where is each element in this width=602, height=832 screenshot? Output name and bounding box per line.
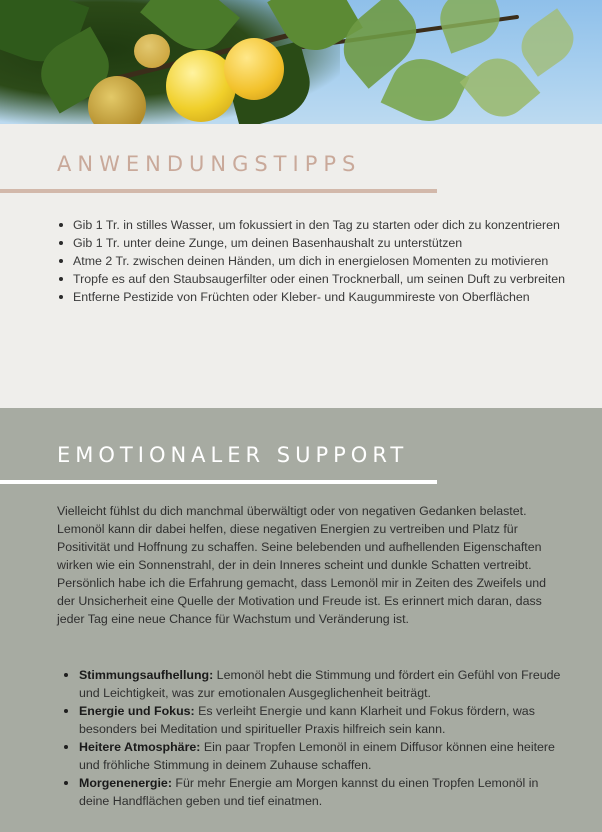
leaf <box>432 0 507 54</box>
list-item <box>62 738 562 774</box>
list-item: Gib 1 Tr. in stilles Wasser, um fokussiert in den Tag zu starten oder dich zu konzentrieren <box>57 216 577 234</box>
support-list <box>62 666 562 810</box>
lemon-tree-photo <box>0 0 602 124</box>
item-title: Morgenenergie: <box>79 776 172 790</box>
list-item <box>62 702 562 738</box>
lemon <box>224 38 284 100</box>
tips-list <box>57 216 577 306</box>
list-item: Atme 2 Tr. zwischen deinen Händen, um dich in energielosen Momenten zu motivieren <box>57 252 577 270</box>
support-body <box>57 502 557 628</box>
tips-section <box>0 124 602 408</box>
list-item <box>62 666 562 702</box>
list-item: Gib 1 Tr. unter deine Zunge, um deinen Basenhaushalt zu unterstützen <box>57 234 577 252</box>
support-paragraph-2: Persönlich habe ich die Erfahrung gemacht, dass Lemonöl mir in Zeiten des Zweifels und der Unsicherheit eine Quelle der Motivation und Freude ist. Es erinnert mich daran, dass jeder Tag eine neue Chance für Wachstum und Veränderung ist. <box>57 576 547 626</box>
support-section <box>0 408 602 832</box>
support-heading: EMOTIONALER SUPPORT <box>57 443 409 467</box>
list-item: Tropfe es auf den Staubsaugerfilter oder einen Trocknerball, um seinen Duft zu verbreiten <box>57 270 577 288</box>
item-text: Es verleiht Energie und kann Klarheit und Fokus fördern, was besonders bei Meditation und spiritueller Praxis hilfreich sein kann. <box>79 704 535 736</box>
support-divider <box>0 480 437 484</box>
tips-divider <box>0 189 437 193</box>
support-paragraph-1: Vielleicht fühlst du dich manchmal überwältigt oder von negativen Gedanken belastet. Lemonöl kann dir dabei helfen, diese negativen Energien zu vertreiben und Platz für Positivität und Hoffnung zu schaffen. Seine belebenden und aufhellenden Eigenschaften wirken wie ein Sonnenstrahl, der in dein Inneres scheint und dunkle Schatten vertreibt. <box>57 504 542 572</box>
item-title: Energie und Fokus: <box>79 704 195 718</box>
list-item <box>62 774 562 810</box>
tips-heading: ANWENDUNGSTIPPS <box>57 152 362 176</box>
item-text: Ein paar Tropfen Lemonöl in einem Diffusor können eine heitere und fröhliche Stimmung in deinem Zuhause schaffen. <box>79 740 555 772</box>
lemon <box>134 34 170 68</box>
leaf <box>512 8 583 76</box>
item-text: Lemonöl hebt die Stimmung und fördert ein Gefühl von Freude und Leichtigkeit, was zur emotionalen Ausgeglichenheit beiträgt. <box>79 668 561 700</box>
list-item: Entferne Pestizide von Früchten oder Kleber- und Kaugummireste von Oberflächen <box>57 288 577 306</box>
item-text: Für mehr Energie am Morgen kannst du einen Tropfen Lemonöl in deine Handflächen geben und tief einatmen. <box>79 776 539 808</box>
item-title: Stimmungsaufhellung: <box>79 668 214 682</box>
item-title: Heitere Atmosphäre: <box>79 740 201 754</box>
